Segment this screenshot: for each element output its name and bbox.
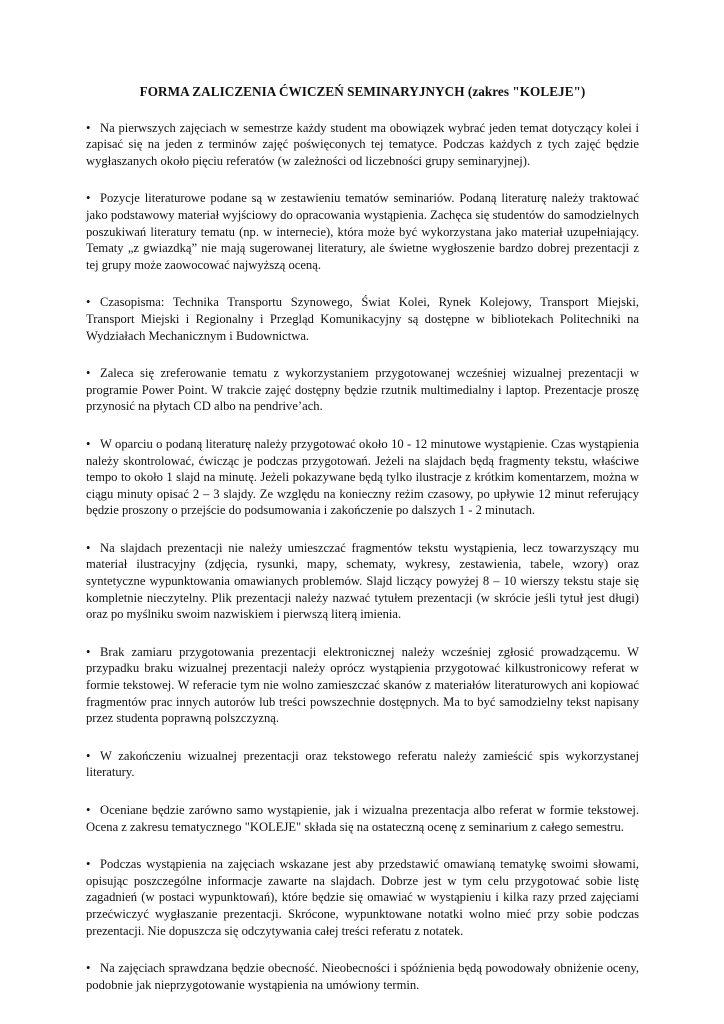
- bullet-icon: •: [86, 191, 91, 206]
- document-title: FORMA ZALICZENIA ĆWICZEŃ SEMINARYJNYCH (zakres "KOLEJE"): [139, 84, 586, 99]
- paragraph-text: Brak zamiaru przygotowania prezentacji elektronicznej należy wcześniej zgłosić prowadzącemu. W przypadku braku wizualnej prezentacji należy oprócz wystąpienia przygotować kilkustronicowy referat w formie tekstowej. W referacie tym nie wolno zamieszczać skanów z materiałów literaturowych ani kopiować fragmentów prac innych autorów lub treści powszechnie dostępnych. Ma to być samodzielny tekst napisany przez studenta poprawną polszczyzną.: [86, 644, 639, 726]
- bullet-icon: •: [86, 748, 91, 763]
- paragraph-text: Na zajęciach sprawdzana będzie obecność. Nieobecności i spóźnienia będą powodowały obniżenie oceny, podobnie jak nieprzygotowanie wystąpienia na umówiony termin.: [86, 961, 639, 992]
- paragraph-text: Oceniane będzie zarówno samo wystąpienie, jak i wizualna prezentacja albo referat w formie tekstowej. Ocena z zakresu tematycznego "KOLEJE" składa się na ostateczną ocenę z seminarium z całego semestru.: [86, 803, 639, 834]
- paragraph-text: Na pierwszych zajęciach w semestrze każdy student ma obowiązek wybrać jeden temat dotyczący kolei i zapisać się na jeden z terminów zajęć poświęconych tej tematyce. Podczas każdych z tych zajęć będzie wygłaszanych około pięciu referatów (w zależności od liczebności grupy seminaryjnej).: [86, 120, 639, 168]
- paragraph-text: Podczas wystąpienia na zajęciach wskazane jest aby przedstawić omawianą tematykę swoimi słowami, opisując poszczególne informacje zawarte na slajdach. Dobrze jest w tym celu przygotować sobie listę zagadnień (w postaci wypunktowań), które będzie się omawiać w wystąpieniu i kilka razy przed zajęciami przećwiczyć wygłaszanie prezentacji. Skrócone, wypunktowane notatki wolno mieć przy sobie podczas prezentacji. Nie dopuszcza się odczytywania całej treści referatu z notatek.: [86, 857, 639, 938]
- paragraph-text: Pozycje literaturowe podane są w zestawieniu tematów seminariów. Podaną literaturę należy traktować jako podstawowy materiał wyjściowy do opracowania wystąpienia. Zachęca się studentów do samodzielnych poszukiwań literatury tematu (np. w internecie), która może być wykorzystana jako materiał uzupełniający. Tematy „z gwiazdką” nie mają sugerowanej literatury, ale świetne wygłoszenie bardzo dobrej prezentacji z tej grupy może zaowocować najwyższą oceną.: [86, 191, 639, 272]
- bullet-icon: •: [86, 857, 91, 872]
- document-page: [86, 84, 639, 993]
- bullet-icon: •: [86, 436, 91, 451]
- bullet-icon: •: [86, 366, 91, 381]
- paragraph-10: [86, 856, 639, 939]
- paragraph-1: [86, 120, 639, 170]
- bullet-icon: •: [86, 644, 91, 659]
- bullet-icon: •: [86, 540, 91, 555]
- paragraph-2: [86, 190, 639, 273]
- bullet-icon: •: [86, 961, 91, 976]
- paragraph-text: Zaleca się zreferowanie tematu z wykorzystaniem przygotowanej wcześniej wizualnej prezentacji w programie Power Point. W trakcie zajęć dostępny będzie rzutnik multimedialny i laptop. Prezentacje proszę przynosić na płytach CD albo na pendrive’ach.: [86, 366, 639, 414]
- paragraph-3: [86, 294, 639, 344]
- paragraph-text: Czasopisma: Technika Transportu Szynowego, Świat Kolei, Rynek Kolejowy, Transport Miejski, Transport Miejski i Regionalny i Przegląd Komunikacyjny są dostępne w bibliotekach Politechniki na Wydziałach Mechanicznym i Budownictwa.: [86, 295, 639, 343]
- paragraph-6: [86, 540, 639, 623]
- bullet-icon: •: [86, 803, 91, 817]
- paragraph-4: [86, 365, 639, 415]
- paragraph-text: W zakończeniu wizualnej prezentacji oraz tekstowego referatu należy zamieścić spis wykorzystanej literatury.: [86, 748, 639, 780]
- bullet-icon: •: [86, 295, 91, 310]
- paragraph-5: [86, 436, 639, 519]
- paragraph-7: [86, 644, 639, 727]
- paragraph-8: [86, 748, 639, 781]
- paragraph-text: Na slajdach prezentacji nie należy umieszczać fragmentów tekstu wystąpienia, lecz towarzyszący mu materiał ilustracyjny (zdjęcia, rysunki, mapy, schematy, wykresy, zestawienia, tabele, wzory) oraz syntetyczne wypunktowania omawianych problemów. Slajd liczący powyżej 8 – 10 wierszy tekstu staje się kompletnie nieczytelny. Plik prezentacji należy nazwać tytułem prezentacji (w skrócie jeśli tytuł jest długi) oraz po myślniku swoim nazwiskiem i pierwszą literą imienia.: [86, 540, 639, 622]
- paragraph-11: [86, 960, 639, 993]
- paragraph-text: W oparciu o podaną literaturę należy przygotować około 10 - 12 minutowe wystąpienie. Czas wystąpienia należy skontrolować, ćwicząc je podczas przygotowań. Jeżeli na slajdach będą fragmenty tekstu, właściwe tempo to około 1 slajd na minutę. Jeżeli pokazywane będą tylko ilustracje z krótkim komentarzem, można w ciągu minuty opisać 2 – 3 slajdy. Ze względu na konieczny reżim czasowy, po upływie 12 minut referujący będzie proszony o przejście do podsumowania i zakończenie po dalszych 1 - 2 minutach.: [86, 436, 639, 518]
- paragraph-9: [86, 802, 639, 835]
- bullet-icon: •: [86, 120, 91, 135]
